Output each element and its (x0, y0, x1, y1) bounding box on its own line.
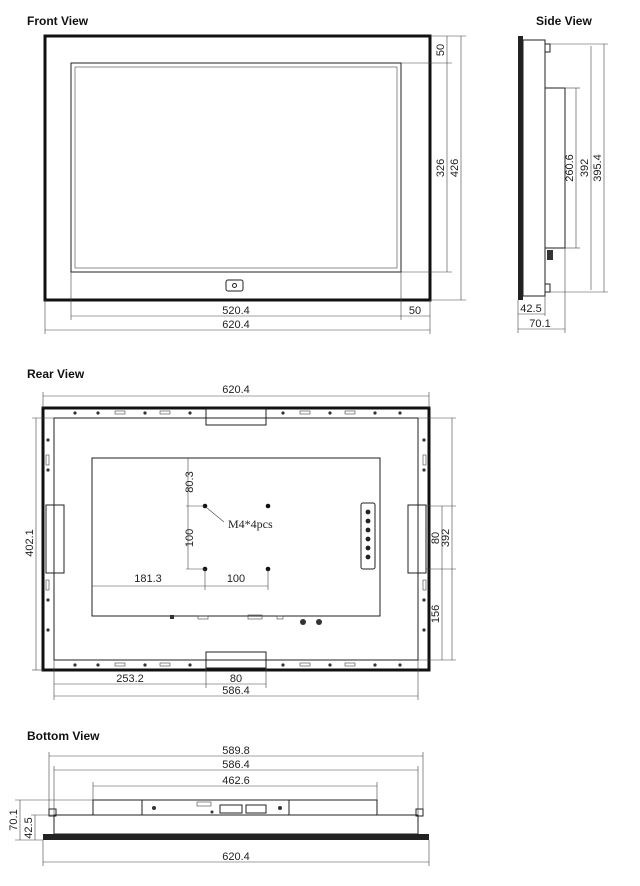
side-bottom-bracket (545, 284, 550, 292)
bottom-front-panel (43, 834, 429, 840)
dim-rear-width-bottom: 586.4 (222, 685, 250, 697)
side-view (518, 36, 608, 333)
dim-rear-width-top: 620.4 (222, 384, 250, 396)
front-screen-inner (75, 67, 397, 268)
power-led-icon (233, 284, 237, 288)
dim-bottom-h-total: 70.1 (8, 809, 20, 831)
bottom-view-title: Bottom View (27, 729, 100, 743)
rear-right-bracket (408, 505, 426, 573)
front-view (45, 36, 466, 334)
screw-note-leader (207, 508, 224, 522)
side-connector (547, 250, 553, 260)
dim-front-bezel-top: 50 (435, 43, 447, 57)
side-top-bracket (545, 44, 550, 52)
side-front-panel (518, 36, 523, 300)
rear-view-title: Rear View (27, 367, 85, 381)
side-dimension-lines (518, 44, 608, 333)
side-body (523, 40, 545, 296)
dim-vesa-h: 100 (226, 573, 246, 585)
dim-bottom-w3: 462.6 (222, 775, 250, 787)
dim-bottom-gap: 156 (430, 604, 442, 624)
side-rear-box (545, 88, 565, 248)
dim-rear-height-left: 402.1 (24, 529, 36, 557)
dim-rear-bottom-left: 253.2 (116, 673, 144, 685)
dim-front-width-inner: 520.4 (222, 305, 250, 317)
rear-inner-frame (54, 418, 418, 660)
dim-rear-bracket-h: 80 (229, 673, 243, 685)
front-bezel-outline (45, 36, 430, 300)
screw-note: M4*4pcs (228, 517, 273, 531)
front-dimension-lines (45, 36, 466, 334)
dim-front-bezel-right: 50 (408, 305, 422, 317)
dim-side-depth-total: 70.1 (529, 318, 551, 330)
front-view-title: Front View (27, 14, 89, 28)
rear-outer-frame (43, 408, 429, 670)
rear-view (24, 384, 456, 700)
rear-dimension-lines (32, 392, 456, 700)
dim-front-width-outer: 620.4 (222, 319, 250, 331)
dim-front-height-outer: 426 (449, 158, 461, 178)
dim-side-h2: 392 (579, 158, 591, 178)
rear-top-bracket (206, 409, 266, 425)
osd-buttons (366, 510, 371, 560)
dim-side-h1: 260.6 (564, 154, 576, 182)
dim-vesa-v-offset: 80.3 (184, 471, 196, 493)
bottom-frame (54, 815, 418, 834)
dim-rear-height-right: 392 (440, 528, 452, 548)
dim-bracket-v: 80 (430, 531, 442, 545)
dim-bottom-w1: 589.8 (222, 745, 250, 757)
bottom-io-plate (142, 800, 289, 815)
bottom-connectors (152, 802, 282, 814)
bottom-view (8, 745, 429, 866)
front-screen-outer (71, 63, 401, 272)
dim-side-h3: 395.4 (592, 154, 604, 182)
dim-vesa-h-offset: 181.3 (134, 573, 162, 585)
dim-bottom-h-front: 42.5 (23, 817, 35, 839)
dim-side-depth-front: 42.5 (520, 303, 542, 315)
rear-housing (92, 458, 380, 616)
vesa-mount-holes (203, 504, 271, 572)
dim-bottom-w2: 586.4 (222, 759, 250, 771)
dim-vesa-v: 100 (184, 528, 196, 548)
dim-bottom-w4: 620.4 (222, 851, 250, 863)
rear-left-bracket (46, 505, 64, 573)
side-view-title: Side View (536, 14, 592, 28)
power-button (226, 280, 243, 291)
dim-front-height-inner: 326 (435, 158, 447, 178)
